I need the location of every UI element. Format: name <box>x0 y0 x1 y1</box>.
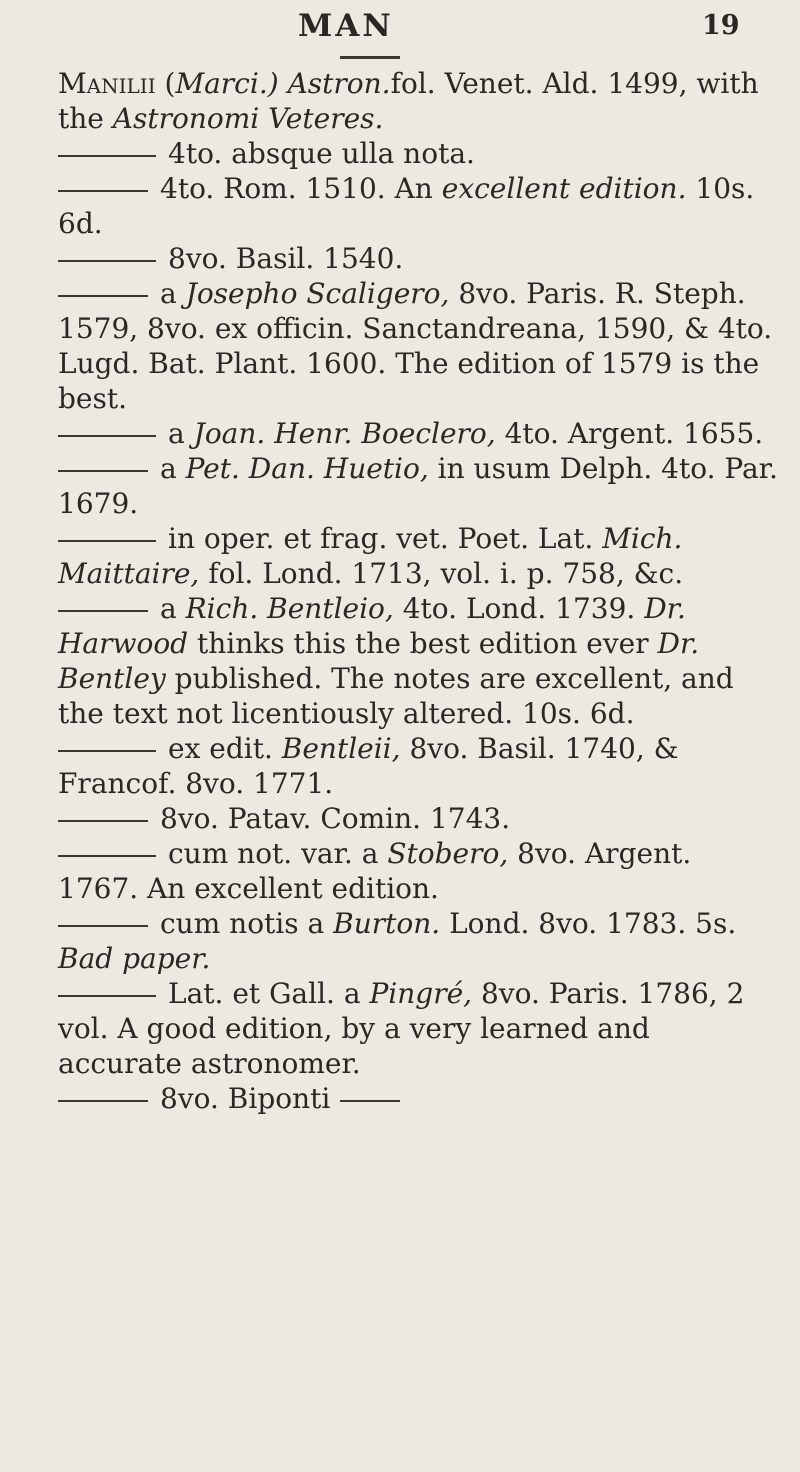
ditto-dash <box>58 155 156 157</box>
roman-text: Lond. 8vo. 1783. 5s. <box>440 907 737 940</box>
ditto-dash <box>58 435 156 437</box>
roman-text: thinks this the best edition ever <box>188 627 658 660</box>
entry-text <box>58 976 778 1081</box>
roman-text: Lat. et Gall. a <box>168 977 370 1010</box>
italic-text: Pet. Dan. Huetio, <box>185 452 429 485</box>
roman-text: 8vo. Basil. 1540. <box>168 242 404 275</box>
roman-text: 8vo. Paris. R. Steph. 1579, 8vo. ex officin. Sanctandreana, 1590, & 4to. Lugd. Bat. Plant. 1600. The edition of 1579 is the best. <box>58 277 773 415</box>
entry-text <box>58 416 778 451</box>
trailing-dash <box>340 1100 400 1102</box>
roman-text: ex edit. <box>168 732 282 765</box>
roman-text: ( <box>155 67 176 100</box>
roman-text: a <box>160 592 186 625</box>
ditto-dash <box>58 855 156 857</box>
entry-text <box>58 836 778 906</box>
italic-text: Bad paper. <box>58 942 211 975</box>
italic-text: Mich. Maittaire, <box>58 522 683 590</box>
italic-text: Marci.) <box>175 67 279 100</box>
catalogue-entry <box>58 451 778 521</box>
roman-text: fol. Venet. Ald. 1499, with the <box>58 67 759 135</box>
catalogue-entries <box>58 66 778 1116</box>
roman-text: 4to. Argent. 1655. <box>495 417 764 450</box>
roman-text: cum notis a <box>160 907 334 940</box>
italic-text: Dr. Harwood <box>58 592 686 660</box>
roman-text: 8vo. Argent. 1767. An excellent edition. <box>58 837 692 905</box>
roman-text: a <box>160 277 186 310</box>
entry-text <box>58 731 778 801</box>
catalogue-entry <box>58 521 778 591</box>
italic-text: Josepho Scaligero, <box>185 277 450 310</box>
catalogue-entry <box>58 171 778 241</box>
entry-text <box>58 906 778 976</box>
roman-text: 8vo. Biponti <box>160 1082 331 1115</box>
entry-text <box>58 136 778 171</box>
italic-text: Joan. Henr. Boeclero, <box>193 417 496 450</box>
catalogue-entry <box>58 591 778 731</box>
roman-text: 4to. absque ulla nota. <box>168 137 475 170</box>
entry-text <box>58 521 778 591</box>
italic-text: Stobero, <box>387 837 509 870</box>
head-rule <box>340 56 400 59</box>
ditto-dash <box>58 610 148 612</box>
entry-headword: Manilii <box>58 67 156 100</box>
ditto-dash <box>58 995 156 997</box>
italic-text: Burton. <box>333 907 441 940</box>
catalogue-entry <box>58 1081 778 1116</box>
catalogue-entry <box>58 136 778 171</box>
ditto-dash <box>58 190 148 192</box>
ditto-dash <box>58 750 156 752</box>
roman-text: 4to. Rom. 1510. An <box>160 172 442 205</box>
entry-text <box>58 801 778 836</box>
catalogue-entry <box>58 416 778 451</box>
ditto-dash <box>58 1100 148 1102</box>
italic-text: Bentleii, <box>281 732 401 765</box>
italic-text: excellent edition. <box>441 172 687 205</box>
catalogue-entry <box>58 731 778 801</box>
roman-text: a <box>168 417 194 450</box>
catalogue-entry <box>58 241 778 276</box>
entry-text <box>58 66 778 136</box>
italic-text: Astron. <box>287 67 391 100</box>
entry-text <box>58 276 778 416</box>
entry-text <box>58 241 778 276</box>
running-head <box>0 8 800 48</box>
catalogue-entry <box>58 66 778 136</box>
catalogue-entry <box>58 276 778 416</box>
ditto-dash <box>58 470 148 472</box>
roman-text: in oper. et frag. vet. Poet. Lat. <box>168 522 603 555</box>
italic-text: Rich. Bentleio, <box>185 592 394 625</box>
roman-text: published. The notes are excellent, and the text not licentiously altered. 10s. 6d. <box>58 662 734 730</box>
roman-text: 8vo. Patav. Comin. 1743. <box>160 802 511 835</box>
roman-text: a <box>160 452 186 485</box>
roman-text: in usum Delph. 4to. Par. 1679. <box>58 452 778 520</box>
catalogue-entry <box>58 836 778 906</box>
entry-text <box>58 1081 778 1116</box>
catalogue-entry <box>58 906 778 976</box>
roman-text: cum not. var. a <box>168 837 388 870</box>
roman-text: 8vo. Paris. 1786, 2 vol. A good edition, by a very learned and accurate astronomer. <box>58 977 745 1080</box>
page-number: 19 <box>702 10 740 41</box>
italic-text: Dr. Bentley <box>58 627 700 695</box>
roman-text: fol. Lond. 1713, vol. i. p. 758, &c. <box>199 557 684 590</box>
italic-text: Astronomi Veteres. <box>112 102 384 135</box>
catalogue-entry <box>58 976 778 1081</box>
roman-text: 4to. Lond. 1739. <box>393 592 645 625</box>
ditto-dash <box>58 925 148 927</box>
ditto-dash <box>58 295 148 297</box>
entry-text <box>58 171 778 241</box>
running-head-title: MAN <box>298 8 394 44</box>
ditto-dash <box>58 540 156 542</box>
catalogue-entry <box>58 801 778 836</box>
roman-text: 10s. 6d. <box>58 172 755 240</box>
ditto-dash <box>58 820 148 822</box>
entry-text <box>58 451 778 521</box>
ditto-dash <box>58 260 156 262</box>
roman-text: 8vo. Basil. 1740, & Francof. 8vo. 1771. <box>58 732 679 800</box>
italic-text: Pingré, <box>369 977 473 1010</box>
roman-text <box>279 67 288 100</box>
entry-text <box>58 591 778 731</box>
